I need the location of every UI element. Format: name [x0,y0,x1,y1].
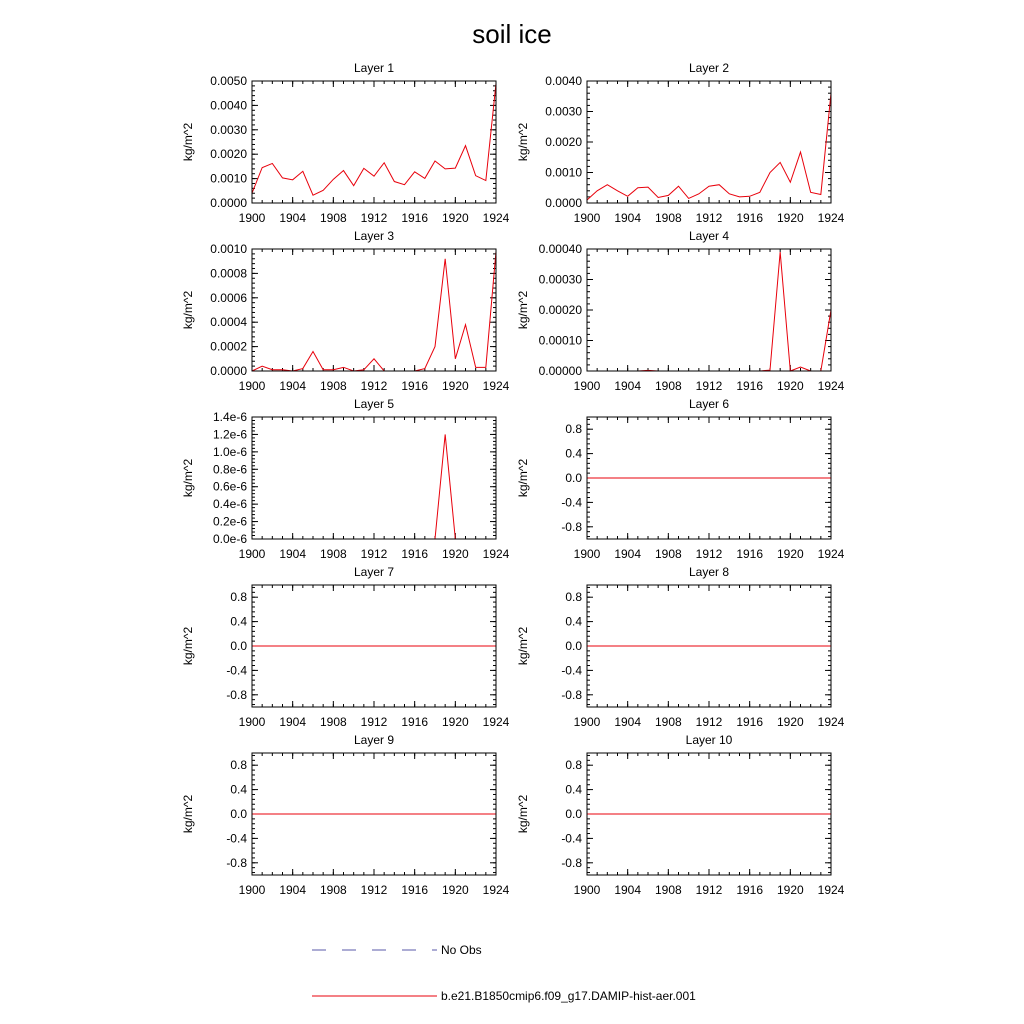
layer-4-title: Layer 4 [688,229,730,243]
x-tick-label: 1920 [441,547,469,561]
x-tick-label: 1912 [360,883,388,897]
layer-4-panel [516,229,845,393]
x-tick-label: 1908 [654,715,682,729]
x-tick-label: 1924 [482,211,510,225]
y-tick-label: -0.4 [561,831,582,846]
x-tick-label: 1924 [817,715,845,729]
y-tick-label: 0.0000 [210,196,247,210]
x-tick-label: 1904 [614,883,642,897]
x-tick-label: 1908 [654,547,682,561]
layer-7-panel [181,565,510,729]
x-tick-label: 1900 [238,379,266,393]
layer-1-ylabel: kg/m^2 [181,122,195,162]
x-tick-label: 1924 [482,715,510,729]
y-tick-label: -0.8 [226,855,247,870]
x-tick-label: 1900 [573,715,601,729]
layer-3-plot-frame [252,249,496,371]
y-tick-label: -0.4 [226,831,247,846]
layer-6-ylabel: kg/m^2 [516,458,530,498]
x-tick-label: 1920 [776,883,804,897]
y-tick-label: 0.0000 [545,196,582,210]
layer-4-plot-frame [587,249,831,371]
layer-3-title: Layer 3 [353,229,395,243]
y-tick-label: 1.4e-6 [212,410,247,424]
x-tick-label: 1924 [817,547,845,561]
layer-9-panel [181,733,510,897]
x-tick-label: 1912 [360,211,388,225]
x-tick-label: 1916 [401,883,429,897]
layer-8-title: Layer 8 [688,565,730,579]
layer-2-panel [516,61,845,225]
x-tick-label: 1916 [401,715,429,729]
y-tick-label: -0.4 [226,663,247,678]
y-tick-label: 0.0030 [210,122,247,137]
x-tick-label: 1924 [817,883,845,897]
y-tick-label: -0.8 [561,855,582,870]
x-tick-label: 1924 [482,379,510,393]
y-tick-label: 0.0 [230,807,247,821]
y-tick-label: -0.4 [561,495,582,510]
layer-3-series-line [252,251,496,371]
x-tick-label: 1920 [776,211,804,225]
x-tick-label: 1924 [482,547,510,561]
layer-6-title: Layer 6 [688,397,730,411]
x-tick-label: 1920 [776,379,804,393]
x-tick-label: 1908 [654,211,682,225]
x-tick-label: 1904 [614,379,642,393]
y-tick-label: -0.8 [226,687,247,702]
y-tick-label: -0.8 [561,687,582,702]
y-tick-label: 0.8 [230,758,247,773]
layer-5-ylabel: kg/m^2 [181,458,195,498]
x-tick-label: 1924 [817,379,845,393]
y-tick-label: 0.2e-6 [212,514,247,529]
x-tick-label: 1904 [614,547,642,561]
x-tick-label: 1908 [319,379,347,393]
layer-2-series-line [587,93,831,200]
y-tick-label: 0.0010 [210,242,247,256]
x-tick-label: 1904 [614,211,642,225]
x-tick-label: 1912 [360,715,388,729]
y-tick-label: 0.0 [230,639,247,653]
layer-9-title: Layer 9 [353,733,395,747]
x-tick-label: 1916 [401,211,429,225]
y-tick-label: 0.0020 [545,135,582,149]
layer-10-ylabel: kg/m^2 [516,794,530,834]
layer-6-panel [516,397,845,561]
layer-9-ylabel: kg/m^2 [181,794,195,834]
x-tick-label: 1920 [776,715,804,729]
y-tick-label: 1.2e-6 [212,427,247,442]
x-tick-label: 1912 [695,715,723,729]
x-tick-label: 1900 [573,547,601,561]
x-tick-label: 1900 [238,211,266,225]
x-tick-label: 1912 [695,883,723,897]
layer-10-title: Layer 10 [685,733,733,747]
y-tick-label: 0.0000 [210,364,247,378]
y-tick-label: 0.0030 [545,104,582,119]
x-tick-label: 1908 [319,883,347,897]
x-tick-label: 1900 [573,379,601,393]
x-tick-label: 1920 [441,211,469,225]
y-tick-label: 0.0e-6 [212,532,247,546]
layer-5-plot-frame [252,417,496,539]
x-tick-label: 1900 [238,547,266,561]
y-tick-label: 0.4 [565,614,582,629]
x-tick-label: 1908 [319,715,347,729]
y-tick-label: 0.4 [565,446,582,461]
y-tick-label: 0.0002 [210,339,247,354]
x-tick-label: 1912 [695,547,723,561]
y-tick-label: 0.0 [565,807,582,821]
y-tick-label: 0.8 [565,422,582,437]
x-tick-label: 1924 [482,883,510,897]
y-tick-label: 0.0040 [210,98,247,113]
x-tick-label: 1912 [360,379,388,393]
y-tick-label: 0.6e-6 [212,479,247,494]
y-tick-label: 0.00000 [538,364,582,378]
y-tick-label: 0.8 [565,590,582,605]
layer-1-plot-frame [252,81,496,203]
x-tick-label: 1916 [736,379,764,393]
x-tick-label: 1908 [319,547,347,561]
x-tick-label: 1904 [614,715,642,729]
layer-4-ylabel: kg/m^2 [516,290,530,330]
x-tick-label: 1916 [736,547,764,561]
layer-2-plot-frame [587,81,831,203]
y-tick-label: 0.0004 [210,315,247,330]
y-tick-label: 0.0 [565,471,582,485]
y-tick-label: 0.8 [230,590,247,605]
x-tick-label: 1908 [654,883,682,897]
x-tick-label: 1912 [360,547,388,561]
y-tick-label: 0.0020 [210,147,247,162]
legend-label-no-obs: No Obs [441,943,482,957]
layer-7-title: Layer 7 [353,565,395,579]
x-tick-label: 1904 [279,379,307,393]
x-tick-label: 1904 [279,883,307,897]
x-tick-label: 1924 [817,211,845,225]
layer-3-ylabel: kg/m^2 [181,290,195,330]
layer-4-series-line [587,252,831,371]
y-tick-label: 0.0010 [545,165,582,180]
figure-title: soil ice [472,19,552,49]
x-tick-label: 1920 [441,883,469,897]
y-tick-label: 0.0040 [545,74,582,88]
layer-1-series-line [252,83,496,195]
panels-grid [181,61,845,897]
x-tick-label: 1908 [319,211,347,225]
x-tick-label: 1916 [736,715,764,729]
y-tick-label: 0.8e-6 [212,462,247,477]
x-tick-label: 1900 [573,211,601,225]
y-tick-label: 0.0006 [210,290,247,305]
y-tick-label: 0.00020 [538,303,582,317]
x-tick-label: 1916 [401,547,429,561]
layer-5-series-line [252,434,496,539]
x-tick-label: 1904 [279,211,307,225]
x-tick-label: 1920 [776,547,804,561]
x-tick-label: 1900 [238,715,266,729]
layer-1-panel [181,61,510,225]
y-tick-label: 0.0050 [210,74,247,88]
x-tick-label: 1912 [695,211,723,225]
layer-7-ylabel: kg/m^2 [181,626,195,666]
y-tick-label: -0.4 [561,663,582,678]
x-tick-label: 1900 [573,883,601,897]
y-tick-label: 0.0010 [210,171,247,186]
layer-8-ylabel: kg/m^2 [516,626,530,666]
y-tick-label: 0.4 [565,782,582,797]
x-tick-label: 1916 [736,211,764,225]
y-tick-label: 0.0008 [210,266,247,281]
layer-5-title: Layer 5 [353,397,395,411]
layer-5-panel [181,397,510,561]
y-tick-label: 0.00040 [538,242,582,256]
x-tick-label: 1916 [401,379,429,393]
layer-2-ylabel: kg/m^2 [516,122,530,162]
y-tick-label: 0.0 [565,639,582,653]
y-tick-label: 1.0e-6 [212,444,247,459]
layer-3-panel [181,229,510,393]
layer-8-panel [516,565,845,729]
y-tick-label: -0.8 [561,519,582,534]
layer-2-title: Layer 2 [688,61,730,75]
x-tick-label: 1904 [279,547,307,561]
y-tick-label: 0.4 [230,782,247,797]
x-tick-label: 1904 [279,715,307,729]
y-tick-label: 0.8 [565,758,582,773]
x-tick-label: 1920 [441,379,469,393]
x-tick-label: 1912 [695,379,723,393]
y-tick-label: 0.00010 [538,333,582,348]
x-tick-label: 1908 [654,379,682,393]
x-tick-label: 1920 [441,715,469,729]
x-tick-label: 1916 [736,883,764,897]
layer-10-panel [516,733,845,897]
legend-label-model-run: b.e21.B1850cmip6.f09_g17.DAMIP-hist-aer.001 [441,989,696,1003]
layer-1-title: Layer 1 [353,61,395,75]
y-tick-label: 0.4 [230,614,247,629]
y-tick-label: 0.00030 [538,272,582,287]
y-tick-label: 0.4e-6 [212,497,247,512]
x-tick-label: 1900 [238,883,266,897]
legend [312,943,696,1003]
